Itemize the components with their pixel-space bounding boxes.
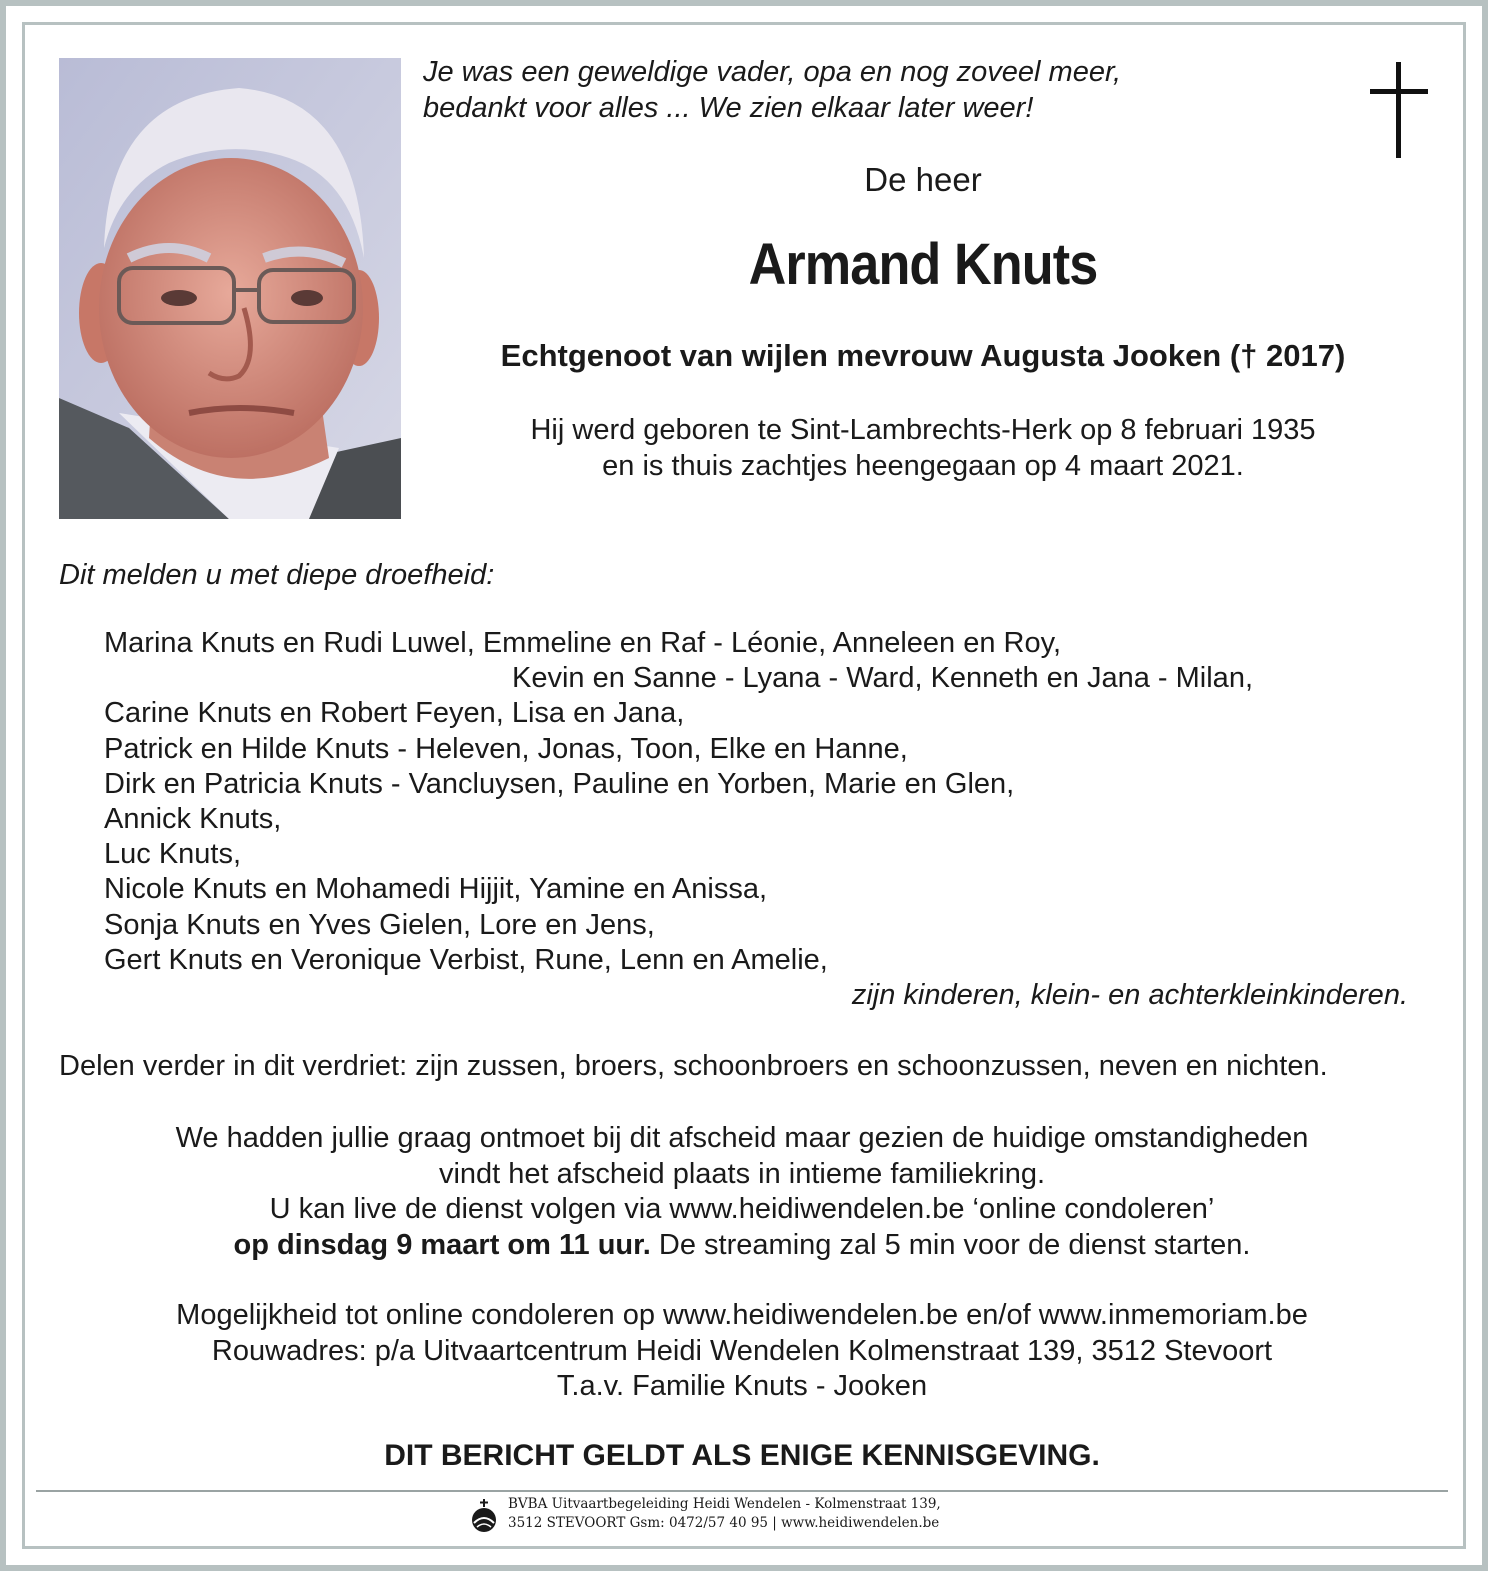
funeral-home-logo-icon: [468, 1499, 500, 1533]
share-grief-line: Delen verder in dit verdriet: zijn zussen, broers, schoonbroers en schoonzussen, neven en nichten.: [59, 1050, 1328, 1082]
footer: [468, 1495, 1028, 1539]
farewell-line-2: vindt het afscheid plaats in intieme familiekring.: [438, 1157, 1046, 1190]
footer-text: [508, 1495, 941, 1533]
service-date: op dinsdag 9 maart om 11 uur.: [233, 1228, 651, 1261]
quote: [423, 54, 1323, 126]
family-list: [104, 626, 1424, 1013]
family-line: Luc Knuts,: [104, 838, 242, 871]
condolence-line-1: Mogelijkheid tot online condoleren op www.heidiwendelen.be en/of www.inmemoriam.be: [176, 1299, 1308, 1331]
birth-death-info: [430, 412, 1416, 484]
family-line: Patrick en Hilde Knuts - Heleven, Jonas, Toon, Elke en Hanne,: [104, 732, 908, 765]
family-line: Sonja Knuts en Yves Gielen, Lore en Jens,: [104, 908, 655, 941]
footer-line-1: BVBA Uitvaartbegeleiding Heidi Wendelen - Kolmenstraat 139,: [508, 1496, 941, 1512]
cross-icon: [1370, 62, 1428, 158]
notice-statement: DIT BERICHT GELDT ALS ENIGE KENNISGEVING.: [384, 1439, 1100, 1472]
attention-of: T.a.v. Familie Knuts - Jooken: [556, 1370, 928, 1402]
family-line: Annick Knuts,: [104, 802, 282, 835]
footer-line-2: 3512 STEVOORT Gsm: 0472/57 40 95 | www.heidiwendelen.be: [508, 1515, 940, 1531]
announcement-intro: Dit melden u met diepe droefheid:: [59, 559, 495, 591]
farewell-line-4: [60, 1228, 1424, 1264]
quote-line-1: Je was een geweldige vader, opa en nog zoveel meer,: [423, 56, 1122, 88]
family-line: Nicole Knuts en Mohamedi Hijjit, Yamine en Anissa,: [104, 873, 768, 906]
footer-divider: [36, 1490, 1448, 1492]
portrait-photo: [59, 58, 401, 519]
mourning-address: Rouwadres: p/a Uitvaartcentrum Heidi Wendelen Kolmenstraat 139, 3512 Stevoort: [211, 1334, 1273, 1367]
family-line: Marina Knuts en Rudi Luwel, Emmeline en Raf - Léonie, Anneleen en Roy,: [104, 627, 1062, 659]
salutation: De heer: [864, 161, 982, 198]
spouse-line: Echtgenoot van wijlen mevrouw Augusta Jooken († 2017): [500, 338, 1346, 373]
family-line: Kevin en Sanne - Lyana - Ward, Kenneth en Jana - Milan,: [512, 662, 1254, 695]
farewell-info: [60, 1121, 1424, 1263]
family-line: Carine Knuts en Robert Feyen, Lisa en Jana,: [104, 697, 685, 730]
quote-line-2: bedankt voor alles ... We zien elkaar later weer!: [423, 92, 1034, 124]
family-relation: zijn kinderen, klein- en achterkleinkinderen.: [851, 978, 1408, 1011]
family-line: Dirk en Patricia Knuts - Vancluysen, Pauline en Yorben, Marie en Glen,: [104, 767, 1015, 800]
died-line: en is thuis zachtjes heengegaan op 4 maart 2021.: [602, 450, 1244, 482]
family-line: Gert Knuts en Veronique Verbist, Rune, Lenn en Amelie,: [104, 943, 828, 976]
farewell-line-3: U kan live de dienst volgen via www.heidiwendelen.be ‘online condoleren’: [269, 1193, 1215, 1225]
born-line: Hij werd geboren te Sint-Lambrechts-Herk op 8 februari 1935: [530, 414, 1316, 446]
farewell-line-1: We hadden jullie graag ontmoet bij dit afscheid maar gezien de huidige omstandigheden: [175, 1122, 1309, 1154]
streaming-note: De streaming zal 5 min voor de dienst starten.: [650, 1228, 1251, 1261]
deceased-name: Armand Knuts: [748, 232, 1098, 297]
condolence-info: [60, 1298, 1424, 1405]
